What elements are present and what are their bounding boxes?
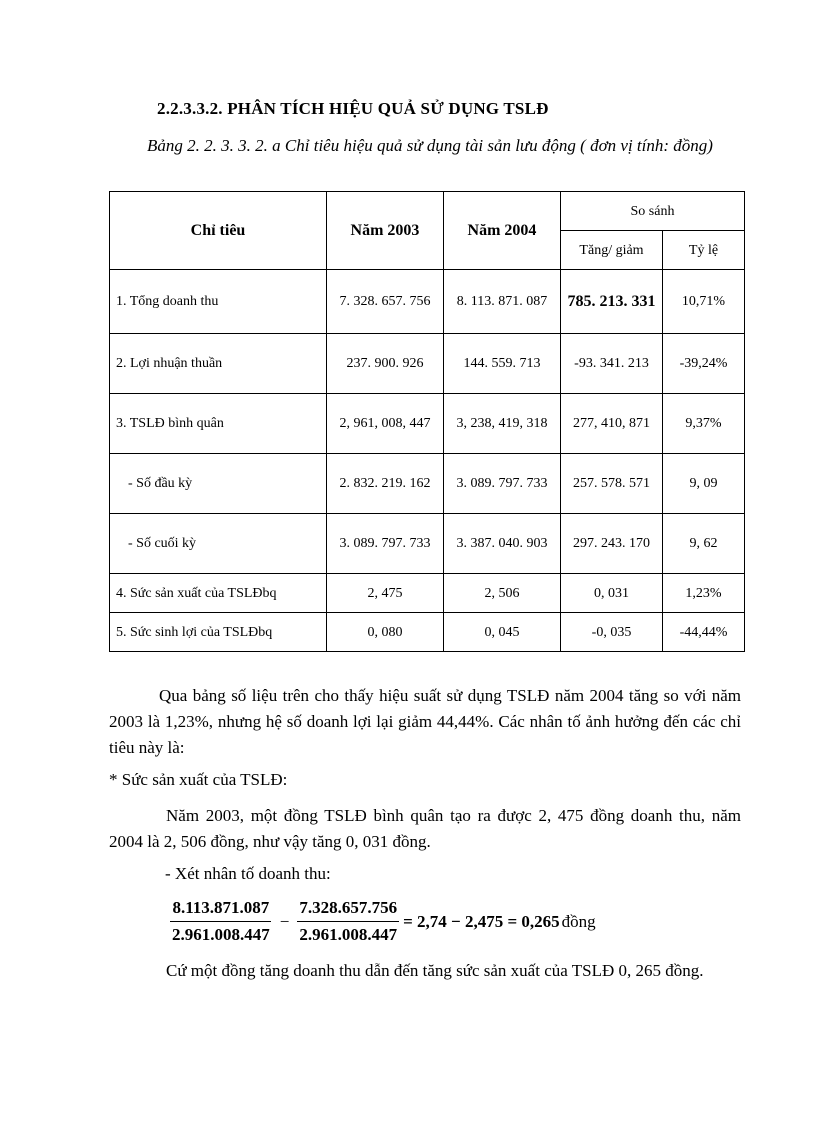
section-heading: 2.2.3.3.2. PHÂN TÍCH HIỆU QUẢ SỬ DỤNG TSLĐ xyxy=(157,99,549,118)
cell-2003: 2, 961, 008, 447 xyxy=(327,394,444,454)
header-ratio: Tỷ lệ xyxy=(663,231,745,270)
cell-ratio: 9, 62 xyxy=(663,514,745,574)
table-row xyxy=(110,613,745,652)
cell-2004: 2, 506 xyxy=(444,574,561,613)
table-row xyxy=(110,334,745,394)
cell-2003: 2, 475 xyxy=(327,574,444,613)
formula-unit: đồng xyxy=(561,911,596,931)
numerator: 7.328.657.756 xyxy=(297,898,399,922)
denominator: 2.961.008.447 xyxy=(299,925,398,944)
header-year-2003: Năm 2003 xyxy=(327,192,444,270)
row-label: 2. Lợi nhuận thuần xyxy=(110,334,327,394)
formula xyxy=(170,898,596,945)
efficiency-table xyxy=(109,191,745,652)
cell-ratio: 9,37% xyxy=(663,394,745,454)
cell-2003: 3. 089. 797. 733 xyxy=(327,514,444,574)
cell-2003: 2. 832. 219. 162 xyxy=(327,454,444,514)
paragraph-summary: Qua bảng số liệu trên cho thấy hiệu suất sử dụng TSLĐ năm 2004 tăng so với năm 2003 là 1,23%, nhưng hệ số doanh lợi lại giảm 44,44%. Các nhân tố ảnh hưởng đến các chỉ tiêu này là: xyxy=(109,686,741,757)
cell-2004: 144. 559. 713 xyxy=(444,334,561,394)
cell-change: 277, 410, 871 xyxy=(561,394,663,454)
table-row xyxy=(110,514,745,574)
header-compare: So sánh xyxy=(561,192,745,231)
header-year-2004: Năm 2004 xyxy=(444,192,561,270)
cell-ratio: 1,23% xyxy=(663,574,745,613)
cell-2003: 237. 900. 926 xyxy=(327,334,444,394)
row-label: 3. TSLĐ bình quân xyxy=(110,394,327,454)
cell-2004: 3. 387. 040. 903 xyxy=(444,514,561,574)
cell-2003: 7. 328. 657. 756 xyxy=(327,270,444,334)
paragraph-revenue-factor: - Xét nhân tố doanh thu: xyxy=(165,864,331,883)
table-caption: Bảng 2. 2. 3. 3. 2. a Chỉ tiêu hiệu quả sử dụng tài sản lưu động ( đơn vị tính: đồng) xyxy=(147,136,713,155)
table-row xyxy=(110,454,745,514)
header-change: Tăng/ giảm xyxy=(561,231,663,270)
row-label: - Số đầu kỳ xyxy=(110,454,327,514)
denominator: 2.961.008.447 xyxy=(172,925,270,944)
paragraph-year-comparison: Năm 2003, một đồng TSLĐ bình quân tạo ra được 2, 475 đồng doanh thu, năm 2004 là 2, 506 đồng, như vậy tăng 0, 031 đồng. xyxy=(109,806,741,851)
cell-ratio: 9, 09 xyxy=(663,454,745,514)
table-row xyxy=(110,270,745,334)
cell-ratio: -39,24% xyxy=(663,334,745,394)
cell-2004: 3. 089. 797. 733 xyxy=(444,454,561,514)
fraction-2003 xyxy=(297,898,399,945)
cell-ratio: -44,44% xyxy=(663,613,745,652)
cell-2004: 3, 238, 419, 318 xyxy=(444,394,561,454)
header-indicator: Chỉ tiêu xyxy=(110,192,327,270)
row-label: 1. Tổng doanh thu xyxy=(110,270,327,334)
cell-2004: 0, 045 xyxy=(444,613,561,652)
minus-sign: − xyxy=(279,911,290,931)
cell-change: 297. 243. 170 xyxy=(561,514,663,574)
row-label: 5. Sức sinh lợi của TSLĐbq xyxy=(110,613,327,652)
formula-result: = 2,74 − 2,475 = 0,265 xyxy=(403,911,560,931)
cell-ratio: 10,71% xyxy=(663,270,745,334)
paragraph-subheading: * Sức sản xuất của TSLĐ: xyxy=(109,770,288,789)
cell-change: 0, 031 xyxy=(561,574,663,613)
cell-2004: 8. 113. 871. 087 xyxy=(444,270,561,334)
table-row xyxy=(110,574,745,613)
table-row xyxy=(110,394,745,454)
cell-change: 257. 578. 571 xyxy=(561,454,663,514)
row-label: - Số cuối kỳ xyxy=(110,514,327,574)
cell-change: -0, 035 xyxy=(561,613,663,652)
cell-2003: 0, 080 xyxy=(327,613,444,652)
numerator: 8.113.871.087 xyxy=(170,898,271,922)
cell-change: -93. 341. 213 xyxy=(561,334,663,394)
cell-change: 785. 213. 331 xyxy=(561,270,663,334)
fraction-2004 xyxy=(170,898,272,945)
paragraph-conclusion: Cứ một đồng tăng doanh thu dẫn đến tăng sức sản xuất của TSLĐ 0, 265 đồng. xyxy=(166,961,704,980)
row-label: 4. Sức sản xuất của TSLĐbq xyxy=(110,574,327,613)
